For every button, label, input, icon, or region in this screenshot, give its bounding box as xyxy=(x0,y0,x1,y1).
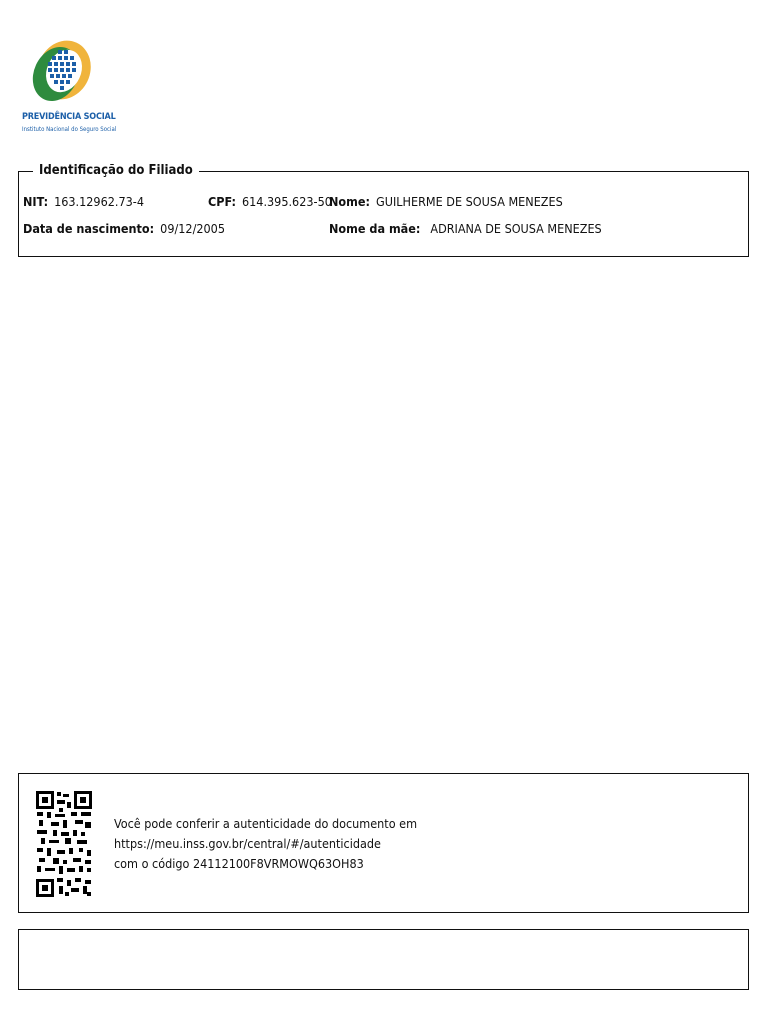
autenticidade-url[interactable]: https://meu.inss.gov.br/central/#/autenticidade xyxy=(114,836,381,851)
qr-code-icon[interactable] xyxy=(35,790,93,898)
previdencia-social-logo xyxy=(18,38,117,142)
cpf-label: CPF: xyxy=(208,194,236,209)
nascimento-field xyxy=(23,221,225,237)
nit-value: 163.12962.73-4 xyxy=(54,194,144,209)
nit-label: NIT: xyxy=(23,194,49,209)
nome-label: Nome: xyxy=(329,194,370,209)
autenticidade-text xyxy=(114,814,417,874)
cpf-field xyxy=(208,194,332,210)
mae-field xyxy=(329,221,602,237)
cpf-value: 614.395.623-50 xyxy=(242,194,332,209)
footer-empty-box xyxy=(18,929,749,990)
section-legend: Identificação do Filiado xyxy=(33,162,199,180)
autenticidade-codigo: com o código 24112100F8VRMOWQ63OH83 xyxy=(114,856,364,871)
nome-value: GUILHERME DE SOUSA MENEZES xyxy=(376,194,563,209)
autenticidade-line-1: Você pode conferir a autenticidade do documento em xyxy=(114,816,418,831)
nascimento-label: Data de nascimento: xyxy=(23,221,155,236)
nascimento-value: 09/12/2005 xyxy=(160,221,225,236)
nit-field xyxy=(23,194,144,210)
logo-emblem-icon xyxy=(18,38,108,108)
identificacao-filiado-section xyxy=(18,163,749,257)
logo-subtitle: Instituto Nacional do Seguro Social xyxy=(22,126,117,133)
mae-value: ADRIANA DE SOUSA MENEZES xyxy=(430,221,602,236)
autenticidade-section xyxy=(18,773,749,913)
mae-label: Nome da mãe: xyxy=(329,221,421,236)
logo-title: PREVIDÊNCIA SOCIAL xyxy=(22,112,116,122)
nome-field xyxy=(329,194,563,210)
